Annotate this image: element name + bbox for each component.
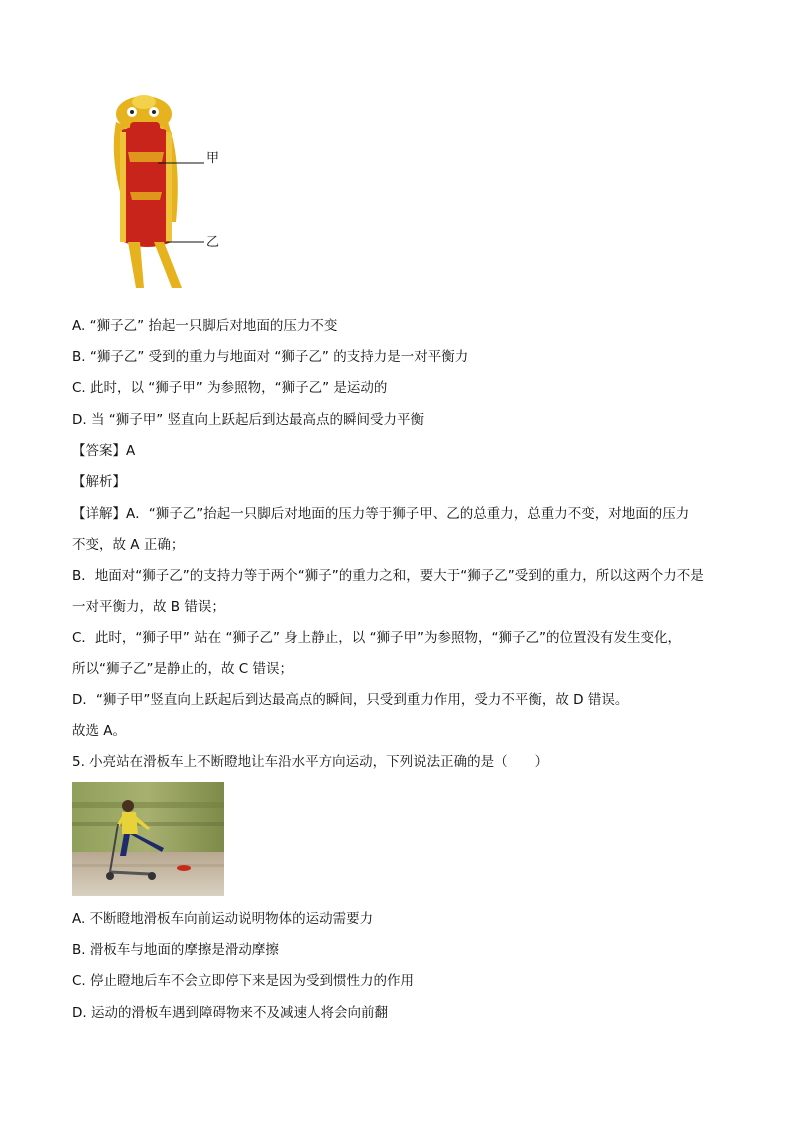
q5-option-b: B. 滑板车与地面的摩擦是滑动摩擦 xyxy=(72,942,279,958)
scooter-photo xyxy=(72,782,224,896)
detail-tag: 【详解】 xyxy=(72,506,126,522)
detail-line-8: 故选 A。 xyxy=(72,723,127,739)
q5-option-c: C. 停止瞪地后车不会立即停下来是因为受到惯性力的作用 xyxy=(72,973,415,989)
answer-tag: 【答案】 xyxy=(72,443,126,459)
figure-label-yi: 乙 xyxy=(206,235,220,250)
detail-line-4: 一对平衡力，故 B 错误； xyxy=(72,599,225,615)
analysis-tag: 【解析】 xyxy=(72,474,126,490)
option-d: D. 当 “狮子甲” 竖直向上跃起后到达最高点的瞬间受力平衡 xyxy=(72,412,425,428)
option-c: C. 此时，以 “狮子甲” 为参照物，“狮子乙” 是运动的 xyxy=(72,380,388,396)
detail-line-6: 所以“狮子乙”是静止的，故 C 错误； xyxy=(72,661,293,677)
detail-line-3: B．地面对“狮子乙”的支持力等于两个“狮子”的重力之和，要大于“狮子乙”受到的重力，所以这两个力不是 xyxy=(72,568,704,584)
detail-line-2: 不变，故 A 正确； xyxy=(72,537,185,553)
figure-label-jia: 甲 xyxy=(206,151,220,166)
detail-line-1 xyxy=(72,505,689,523)
question-5-stem: 5. 小亮站在滑板车上不断瞪地让车沿水平方向运动，下列说法正确的是（ ） xyxy=(72,754,549,770)
answer-line xyxy=(72,442,135,460)
q5-option-d: D. 运动的滑板车遇到障碍物来不及减速人将会向前翻 xyxy=(72,1005,388,1021)
lion-dance-figure xyxy=(106,92,236,296)
detail-line-7: D．“狮子甲”竖直向上跃起后到达最高点的瞬间，只受到重力作用，受力不平衡，故 D 错误。 xyxy=(72,692,629,708)
boy-on-scooter-image xyxy=(72,782,224,896)
detail-line-5: C．此时，“狮子甲” 站在 “狮子乙” 身上静止，以 “狮子甲”为参照物，“狮子乙”的位置没有发生变化， xyxy=(72,630,682,646)
option-a: A. “狮子乙” 抬起一只脚后对地面的压力不变 xyxy=(72,318,338,334)
lion-dance-illustration xyxy=(106,92,236,296)
q5-option-a: A. 不断瞪地滑板车向前运动说明物体的运动需要力 xyxy=(72,911,374,927)
detail-text-1: A．“狮子乙”抬起一只脚后对地面的压力等于狮子甲、乙的总重力，总重力不变，对地面的压力 xyxy=(126,506,690,522)
option-b: B. “狮子乙” 受到的重力与地面对 “狮子乙” 的支持力是一对平衡力 xyxy=(72,349,469,365)
answer-value: A xyxy=(126,443,136,459)
